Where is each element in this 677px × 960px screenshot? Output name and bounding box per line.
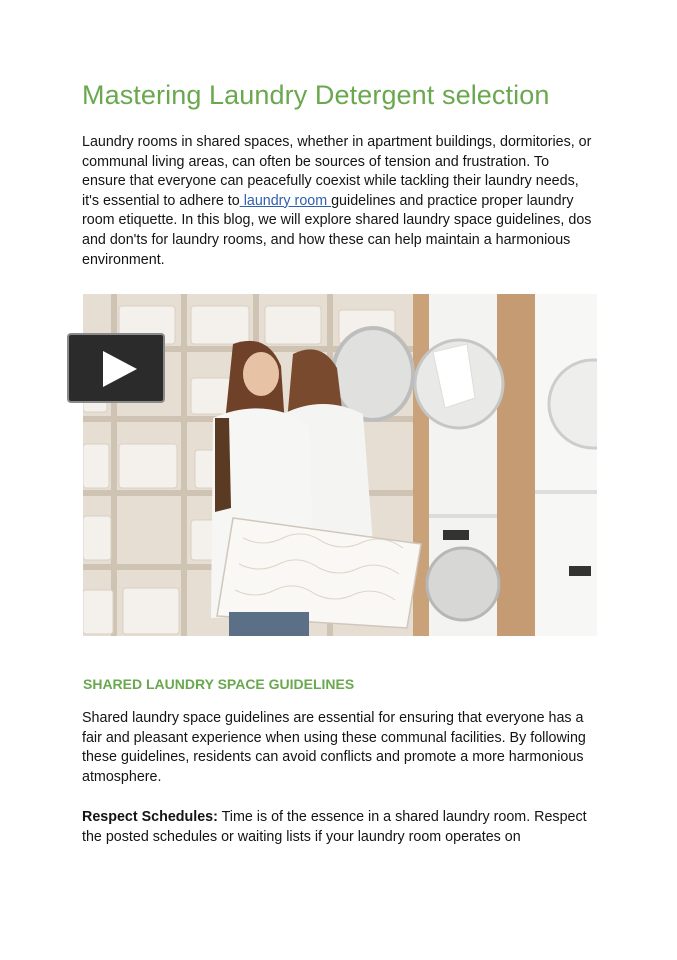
respect-schedules-text: Time is of the essence in a shared laundry room. Respect the posted schedules or waiting lists if your laundry room operates on [82, 809, 587, 845]
page-title: Mastering Laundry Detergent selection [82, 80, 550, 110]
intro-text-end: guidelines and practice proper laundry room etiquette. In this blog, we will explore shared laundry space guidelines, dos and don'ts for laundry rooms, and how these can help maintain a harmonious environment. [82, 192, 592, 268]
video-play-button[interactable] [67, 333, 165, 403]
laundry-room-link[interactable]: laundry room [239, 192, 332, 209]
respect-schedules-paragraph [82, 808, 594, 847]
section-heading: SHARED LAUNDRY SPACE GUIDELINES [83, 676, 355, 692]
intro-paragraph [82, 133, 594, 270]
intro-text-start: Laundry rooms in shared spaces, whether in apartment buildings, dormitories, or communal living areas, can often be sources of tension and frustration. To ensure that everyone can peacefully coexist while tackling their laundry needs, it's essential to adhere to [82, 134, 592, 209]
play-icon [99, 349, 139, 389]
section-paragraph: Shared laundry space guidelines are essential for ensuring that everyone has a fair and pleasant experience when using these communal facilities. By following these guidelines, residents can avoid conflicts and promote a more harmonious atmosphere. [82, 710, 586, 785]
respect-schedules-label: Respect Schedules: [82, 809, 218, 825]
